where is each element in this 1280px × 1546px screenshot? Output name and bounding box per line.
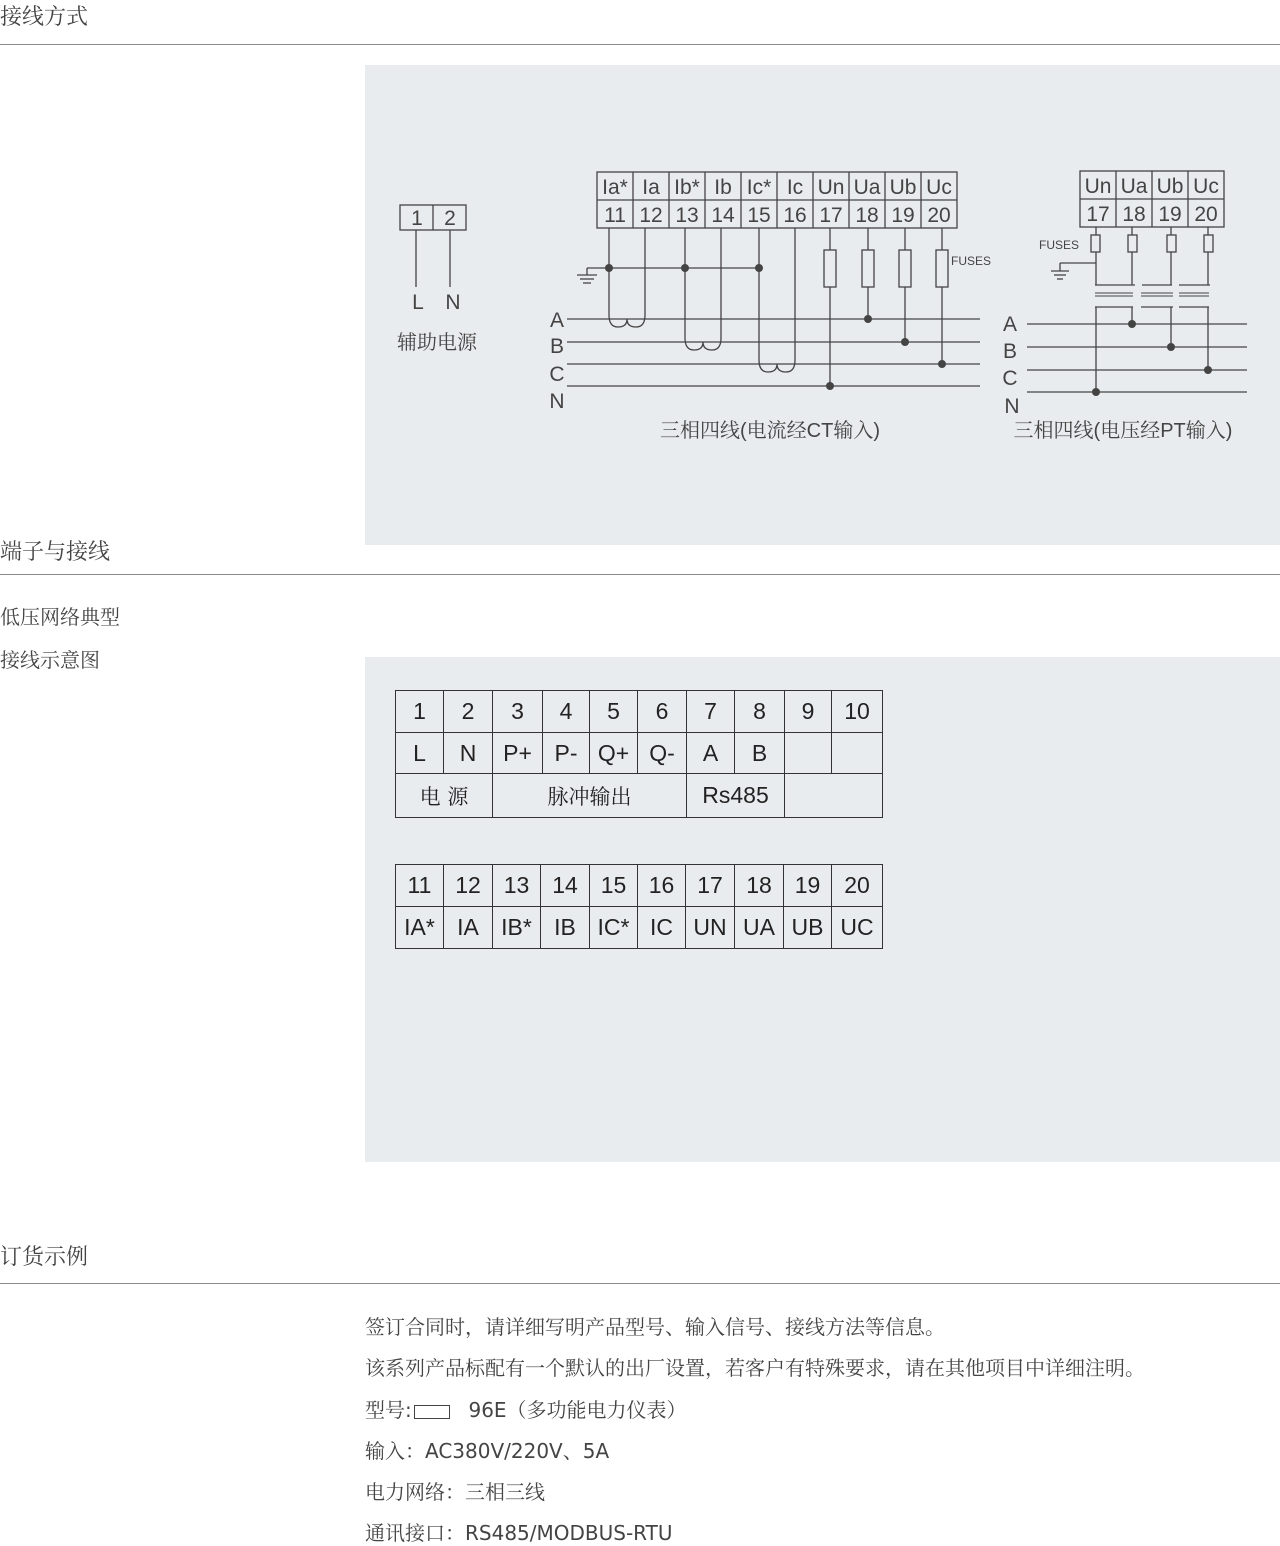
typical-wiring-title-line: 低压网络典型 [0,605,120,629]
terminal-number: 7 [687,691,735,733]
section-title-wiring: 接线方式 [0,5,89,30]
aux-terminal-number: 2 [444,207,456,230]
terminal-signal: Q+ [590,733,638,774]
pt-terminal-number: 17 [1086,203,1110,226]
terminal-signal [785,733,832,774]
terminal-signal: UB [784,907,832,949]
pt-terminal-name: Un [1084,175,1112,198]
pt-terminal-name: Uc [1193,175,1219,198]
ordering-line: 电力网络：三相三线 [365,1480,545,1504]
terminal-number: 16 [638,865,686,907]
pt-terminal-number: 20 [1194,203,1218,226]
aux-caption: 辅助电源 [397,332,477,354]
ct-terminal-name: Ib [714,176,732,199]
terminal-signal: IB [541,907,590,949]
ct-caption: 三相四线(电流经CT输入) [660,420,880,442]
ordering-line: 输入：AC380V/220V、5A [365,1439,610,1463]
wiring-diagram [365,65,1280,545]
ct-terminal-number: 20 [927,204,951,227]
pt-terminal-number: 18 [1122,203,1146,226]
ct-terminal-number: 19 [891,204,915,227]
phase-label: B [1002,340,1018,363]
ordering-model-line [365,1394,687,1423]
ct-terminal-number: 17 [819,204,843,227]
terminal-group: Rs485 [687,774,785,818]
pt-terminal-name: Ua [1120,175,1148,198]
wiring-diagram-panel [365,65,1280,545]
ct-terminal-name: Ic [786,176,804,199]
divider [0,44,1280,45]
ct-terminal-number: 12 [639,204,663,227]
terminal-number: 19 [784,865,832,907]
terminal-group: 电 源 [396,774,493,818]
typical-wiring-title-line: 接线示意图 [0,648,100,672]
terminal-number: 2 [444,691,493,733]
section-title-ordering: 订货示例 [0,1245,89,1270]
terminal-number: 6 [638,691,687,733]
ordering-line: 通讯接口：RS485/MODBUS-RTU [365,1521,673,1545]
ct-terminal-name: Ia [642,176,660,199]
terminal-number: 5 [590,691,638,733]
divider [0,574,1280,575]
terminal-signal: P- [543,733,590,774]
aux-terminal-number: 1 [411,207,423,230]
terminal-number: 4 [543,691,590,733]
ct-terminal-name: Ib* [674,176,700,199]
terminal-number: 10 [832,691,883,733]
ct-terminal-name: Ic* [746,176,772,199]
terminal-number: 18 [735,865,784,907]
aux-label: N [445,291,461,314]
terminal-number: 15 [590,865,638,907]
terminal-number: 11 [396,865,444,907]
terminal-signal: B [735,733,785,774]
phase-label: C [1002,367,1018,390]
terminal-signal: N [444,733,493,774]
ct-terminal-name: Ia* [602,176,628,199]
ct-terminal-number: 15 [747,204,771,227]
terminal-number: 9 [785,691,832,733]
ordering-line: 该系列产品标配有一个默认的出厂设置，若客户有特殊要求，请在其他项目中详细注明。 [365,1356,1145,1380]
model-placeholder-box [414,1405,450,1419]
terminal-signal: IC [638,907,686,949]
terminal-signal: IA [444,907,493,949]
phase-label: C [549,363,565,386]
model-value: 96E（多功能电力仪表） [468,1398,687,1422]
phase-label: A [1002,313,1018,336]
terminal-signal: IC* [590,907,638,949]
ct-terminal-number: 13 [675,204,699,227]
terminal-table-1 [395,690,883,818]
terminal-number: 12 [444,865,493,907]
terminal-table-2 [395,864,883,949]
ct-terminal-name: Ua [853,176,881,199]
ct-terminal-number: 14 [711,204,735,227]
terminal-number: 8 [735,691,785,733]
terminal-signal: IB* [493,907,541,949]
model-label: 型号: [365,1398,412,1422]
terminal-number: 3 [493,691,543,733]
terminal-signal: UA [735,907,784,949]
phase-label: N [1004,395,1020,418]
terminal-signal: A [687,733,735,774]
ct-terminal-number: 18 [855,204,879,227]
section-title-terminals: 端子与接线 [0,540,111,565]
divider [0,1283,1280,1284]
terminal-signal: UN [686,907,735,949]
phase-label: N [549,390,565,413]
fuses-label: FUSES [1038,238,1080,252]
terminal-number: 1 [396,691,444,733]
terminal-signal: P+ [493,733,543,774]
terminal-signal [832,733,883,774]
ct-terminal-number: 16 [783,204,807,227]
terminal-signal: IA* [396,907,444,949]
pt-caption: 三相四线(电压经PT输入) [1013,420,1233,442]
terminal-group: 脉冲输出 [493,774,687,818]
fuses-label: FUSES [950,254,992,268]
pt-terminal-number: 19 [1158,203,1182,226]
pt-terminal-name: Ub [1156,175,1184,198]
phase-label: B [549,335,565,358]
ct-terminal-name: Un [817,176,845,199]
terminal-signal: L [396,733,444,774]
terminal-number: 17 [686,865,735,907]
ordering-line: 签订合同时，请详细写明产品型号、输入信号、接线方法等信息。 [365,1315,945,1339]
terminal-number: 14 [541,865,590,907]
ct-terminal-name: Ub [889,176,917,199]
ct-terminal-number: 11 [604,204,626,227]
terminal-signal: Q- [638,733,687,774]
ct-terminal-name: Uc [926,176,952,199]
terminal-signal: UC [832,907,883,949]
phase-label: A [549,309,565,332]
terminal-number: 13 [493,865,541,907]
aux-label: L [412,291,424,314]
terminal-tables-panel [365,657,1280,1162]
terminal-group [785,774,883,818]
terminal-number: 20 [832,865,883,907]
